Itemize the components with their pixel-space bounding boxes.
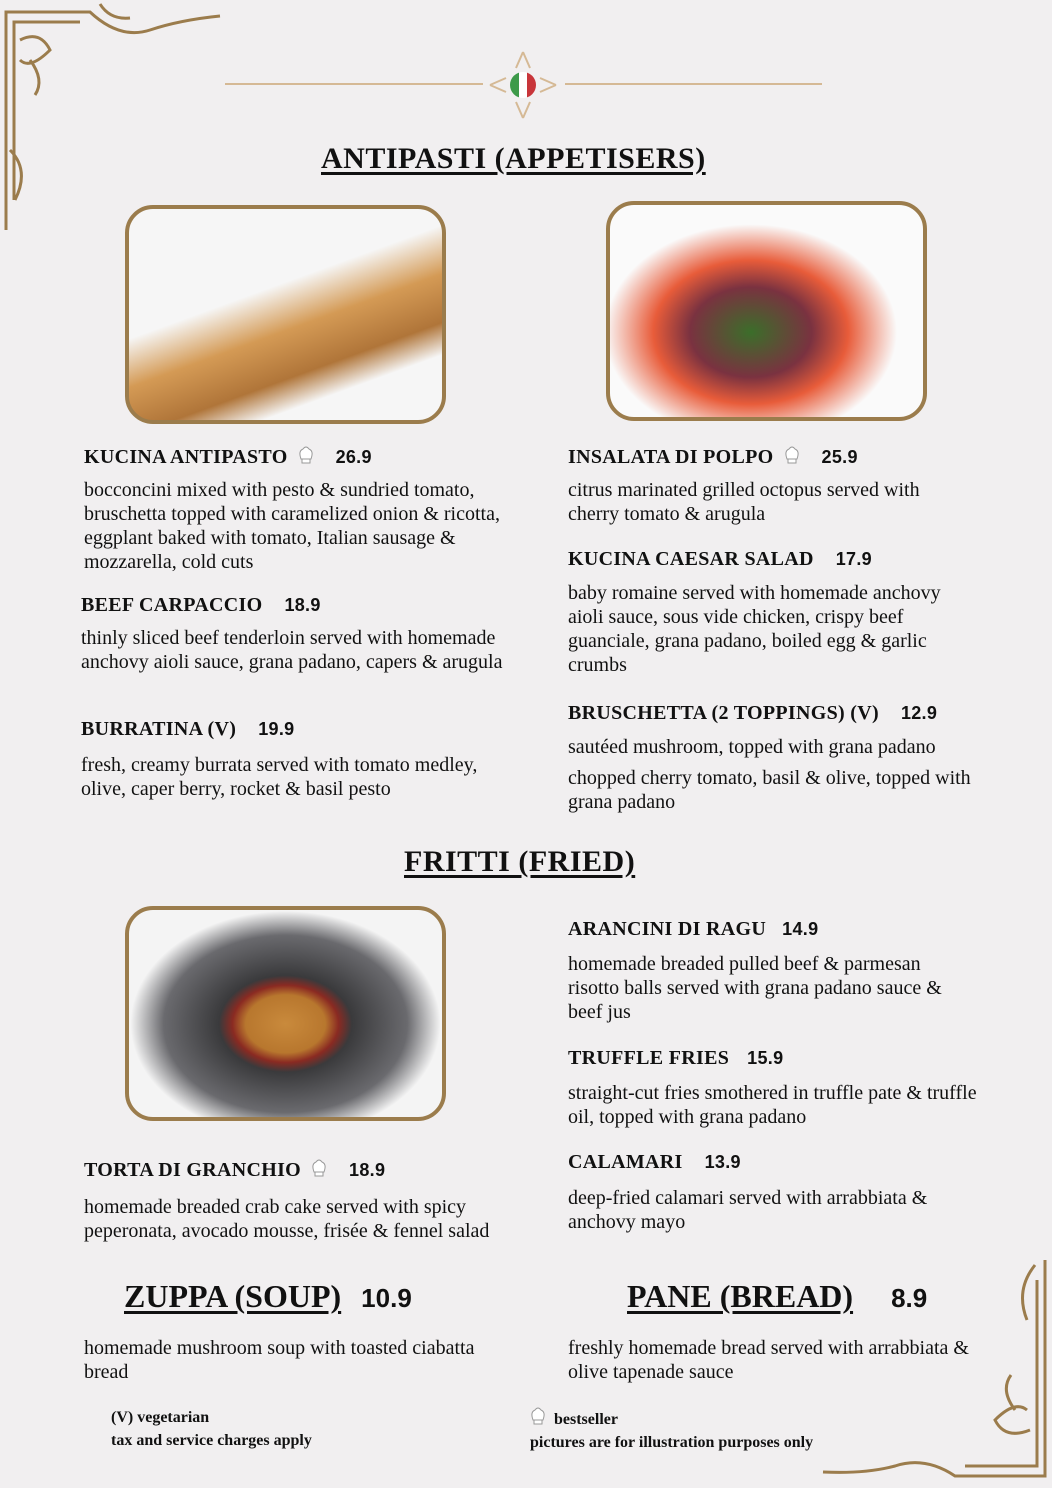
menu-item-torta-di-granchio: TORTA DI GRANCHIO 18.9	[84, 1159, 386, 1181]
item-description: chopped cherry tomato, basil & olive, topped with grana padano	[568, 767, 971, 813]
item-description: fresh, creamy burrata served with tomato medley, olive, caper berry, rocket & basil pesto	[81, 754, 478, 800]
section-title-fritti: FRITTI (FRIED)	[404, 845, 636, 878]
section-title-pane: PANE (BREAD) 8.9	[627, 1278, 928, 1314]
item-description: homemade breaded pulled beef & parmesan risotto balls served with grana padano sauce & beef jus	[568, 953, 942, 1023]
pictures-note: pictures are for illustration purposes only	[530, 1434, 814, 1451]
item-description: straight-cut fries smothered in truffle pate & truffle oil, topped with grana padano	[568, 1082, 977, 1128]
photo-torta-di-granchio	[125, 906, 446, 1121]
item-description: baby romaine served with homemade anchovy aioli sauce, sous vide chicken, crispy beef guanciale, grana padano, boiled egg & garlic crumbs	[568, 582, 941, 676]
menu-item-beef-carpaccio: BEEF CARPACCIO 18.9	[81, 594, 321, 616]
corner-ornament-top-left	[0, 0, 240, 235]
item-description: homemade mushroom soup with toasted ciabatta bread	[84, 1337, 475, 1383]
menu-item-arancini-di-ragu: ARANCINI DI RAGU 14.9	[568, 918, 819, 940]
bestseller-note: bestseller	[554, 1411, 618, 1428]
menu-item-kucina-caesar-salad: KUCINA CAESAR SALAD 17.9	[568, 548, 872, 570]
footer-legend-left	[111, 1406, 312, 1452]
photo-insalata-di-polpo	[606, 201, 927, 421]
chef-hat-icon	[311, 1158, 327, 1178]
chef-hat-icon	[530, 1406, 546, 1426]
tax-note: tax and service charges apply	[111, 1432, 312, 1449]
divider-line-right	[565, 83, 822, 85]
menu-item-calamari: CALAMARI 13.9	[568, 1151, 741, 1173]
chef-hat-icon	[784, 445, 800, 465]
menu-item-insalata-di-polpo: INSALATA DI POLPO 25.9	[568, 446, 858, 468]
chef-hat-icon	[298, 445, 314, 465]
item-description: homemade breaded crab cake served with spicy peperonata, avocado mousse, frisée & fennel salad	[84, 1196, 490, 1242]
item-description: deep-fried calamari served with arrabbiata & anchovy mayo	[568, 1187, 928, 1233]
menu-item-truffle-fries: TRUFFLE FRIES 15.9	[568, 1047, 784, 1069]
item-description: freshly homemade bread served with arrabbiata & olive tapenade sauce	[568, 1337, 969, 1383]
section-title-zuppa: ZUPPA (SOUP) 10.9	[124, 1278, 412, 1314]
italian-flag-emblem-icon	[488, 50, 558, 120]
vegetarian-note: (V) vegetarian	[111, 1409, 210, 1426]
footer-legend-right	[530, 1406, 813, 1454]
item-description: sautéed mushroom, topped with grana padano	[568, 736, 936, 758]
item-description: citrus marinated grilled octopus served with cherry tomato & arugula	[568, 479, 920, 525]
photo-kucina-antipasto	[125, 205, 446, 424]
section-title-antipasti: ANTIPASTI (APPETISERS)	[321, 142, 706, 175]
item-description: thinly sliced beef tenderloin served with homemade anchovy aioli sauce, grana padano, capers & arugula	[81, 627, 503, 673]
menu-item-kucina-antipasto: KUCINA ANTIPASTO 26.9	[84, 446, 372, 468]
menu-item-bruschetta: BRUSCHETTA (2 TOPPINGS) (V) 12.9	[568, 702, 938, 724]
item-description: bocconcini mixed with pesto & sundried tomato, bruschetta topped with caramelized onion & ricotta, eggplant baked with tomato, Italian sausage & mozzarella, cold cuts	[84, 479, 500, 573]
divider-line-left	[225, 83, 483, 85]
menu-item-burratina: BURRATINA (V) 19.9	[81, 718, 295, 740]
